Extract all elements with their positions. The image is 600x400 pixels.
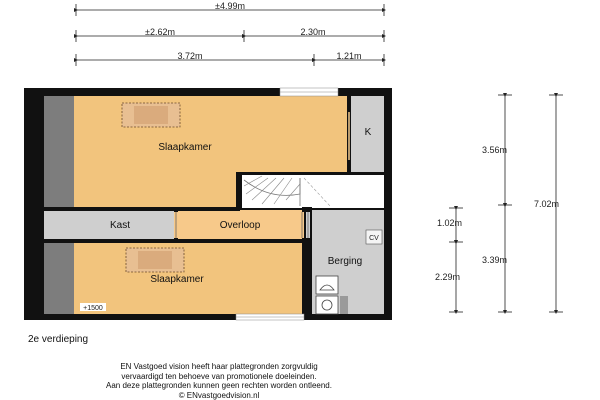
dim-left-width-label: ±2.62m (145, 27, 175, 37)
dim-bottom-height-label: 2.29m (435, 272, 461, 282)
wall-kast-top (44, 207, 240, 211)
room-label-slaapkamer-top: Slaapkamer (158, 142, 212, 153)
room-label-closet-k: K (364, 127, 372, 138)
dimension-left-width (76, 27, 244, 42)
room-label-berging: Berging (327, 256, 363, 267)
elevation-label: +1500 (83, 305, 103, 312)
dim-main-width-label: 3.72m (177, 51, 203, 61)
dimension-main-width (76, 51, 314, 66)
cv-boiler (366, 230, 382, 244)
disclaimer-line-3: Aan deze plattegronden kunnen geen rechten worden ontleend. (106, 381, 332, 391)
washing-machine-icon (316, 296, 338, 314)
dim-upper-height-label: 3.56m (482, 145, 508, 155)
disclaimer (0, 362, 438, 400)
wall-stair-left (236, 172, 242, 210)
disclaimer-line-2: vervaardigd ten behoeve van promotionele doeleinden. (121, 371, 317, 381)
dim-lower-height-label: 3.39m (482, 255, 508, 265)
left-dark-strip-bottom (44, 242, 74, 314)
dim-right-width-label: 2.30m (300, 27, 326, 37)
dim-mid-height-label: 1.02m (437, 218, 463, 228)
dimension-mid-height (437, 208, 463, 242)
disclaimer-line-1: EN Vastgoed vision heeft haar plattegronden zorgvuldig (120, 362, 318, 371)
dimension-upper-height (482, 95, 512, 205)
dim-side-width-label: 1.21m (336, 51, 362, 61)
skylight-bottom (126, 248, 184, 272)
dimension-lower-height (482, 205, 512, 312)
dryer-icon (316, 276, 338, 294)
dim-total-height-label: 7.02m (534, 199, 560, 209)
disclaimer-line-4: © ENvastgoedvision.nl (178, 390, 260, 400)
dim-total-width-label: ±4.99m (215, 1, 245, 11)
room-label-slaapkamer-bottom: Slaapkamer (150, 274, 204, 285)
wall-stair-top (236, 172, 384, 175)
cv-label: CV (369, 235, 379, 242)
skylight-top (122, 103, 180, 127)
dimension-bottom-height (435, 242, 463, 312)
dimension-total-width (76, 1, 384, 16)
dimension-total-height (534, 95, 563, 312)
dimension-side-width (314, 51, 384, 66)
dimension-right-width (244, 27, 384, 42)
floor-label: 2e verdieping (28, 334, 89, 345)
room-label-kast: Kast (109, 220, 131, 231)
room-label-overloop: Overloop (219, 220, 261, 231)
sink-icon (340, 296, 348, 314)
